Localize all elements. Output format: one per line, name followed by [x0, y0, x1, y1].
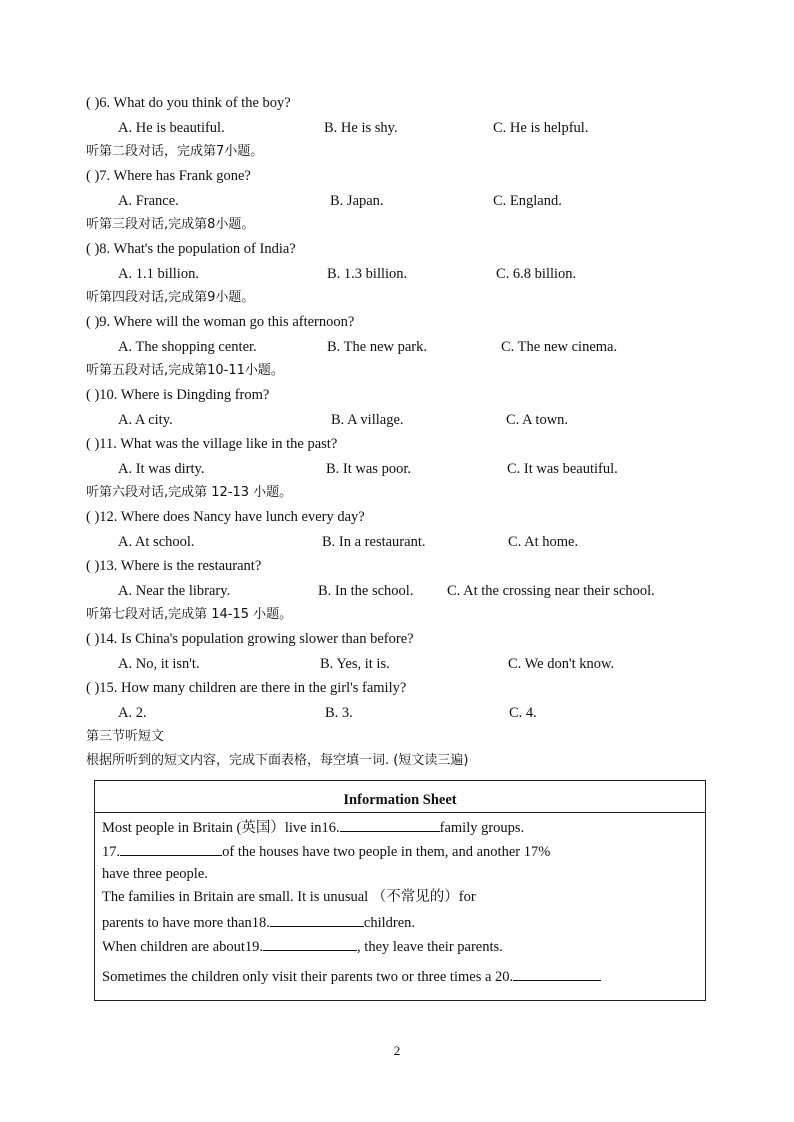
- blank-17[interactable]: [120, 841, 222, 856]
- info-line-1-text-a: Most people in Britain (英国）live in16.: [102, 820, 340, 836]
- q9-option-b: B. The new park.: [327, 339, 427, 355]
- info-line-6-text-a: When children are about19.: [102, 939, 264, 955]
- info-line-6-text-b: , they leave their parents.: [357, 939, 503, 955]
- info-line-2: [102, 841, 550, 861]
- info-line-1: [102, 817, 524, 837]
- q9-option-a: A. The shopping center.: [118, 339, 257, 355]
- information-sheet-table: [94, 780, 706, 1001]
- q15-option-c: C. 4.: [509, 705, 537, 721]
- q14-option-b: B. Yes, it is.: [320, 656, 390, 672]
- information-sheet-title: Information Sheet: [95, 781, 705, 813]
- info-line-5-text-a: parents to have more than18.: [102, 915, 270, 931]
- q14-option-a: A. No, it isn't.: [118, 656, 200, 672]
- q10-option-a: A. A city.: [118, 412, 173, 428]
- info-line-5-text-b: children.: [363, 915, 416, 931]
- page-number: 2: [393, 1043, 401, 1058]
- info-line-1-text-b: family groups.: [439, 820, 525, 836]
- q6-option-a: A. He is beautiful.: [118, 120, 225, 136]
- info-line-7-text-a: Sometimes the children only visit their parents two or three times a 20.: [102, 969, 514, 985]
- q13-option-c: C. At the crossing near their school.: [447, 583, 655, 599]
- q8-option-b: B. 1.3 billion.: [327, 266, 408, 282]
- question-13: ( )13. Where is the restaurant?: [86, 558, 262, 574]
- q7-option-b: B. Japan.: [330, 193, 384, 209]
- q13-option-a: A. Near the library.: [118, 583, 231, 599]
- q7-option-a: A. France.: [118, 193, 179, 209]
- q6-option-c: C. He is helpful.: [493, 120, 589, 136]
- blank-16[interactable]: [340, 817, 440, 832]
- q8-option-a: A. 1.1 billion.: [118, 266, 199, 282]
- q10-option-b: B. A village.: [331, 412, 404, 428]
- blank-18[interactable]: [270, 912, 364, 927]
- q10-option-c: C. A town.: [506, 412, 569, 428]
- q12-option-c: C. At home.: [508, 534, 579, 550]
- dialogue-7-instruction: 听第七段对话,完成第 14-15 小题。: [86, 607, 293, 622]
- dialogue-5-instruction: 听第五段对话,完成第10-11小题。: [86, 363, 284, 378]
- q11-option-b: B. It was poor.: [326, 461, 411, 477]
- info-line-7: [102, 966, 601, 986]
- dialogue-2-instruction: 听第二段对话，完成第7小题。: [86, 144, 264, 159]
- info-line-3: have three people.: [102, 866, 208, 882]
- info-line-2-text-b: of the houses have two people in them, and another 17%: [222, 844, 551, 860]
- info-line-4: The families in Britain are small. It is unusual （不常见的）for: [102, 889, 476, 905]
- q14-option-c: C. We don't know.: [508, 656, 615, 672]
- question-10: ( )10. Where is Dingding from?: [86, 387, 270, 403]
- dialogue-4-instruction: 听第四段对话,完成第9小题。: [86, 290, 255, 305]
- blank-19[interactable]: [263, 936, 357, 951]
- info-line-6: [102, 936, 503, 956]
- question-6: ( )6. What do you think of the boy?: [86, 95, 291, 111]
- info-line-2-text-a: 17.: [102, 844, 121, 860]
- info-line-5: [102, 912, 415, 932]
- section-3-instruction: 根据所听到的短文内容，完成下面表格，每空填一词. (短文读三遍): [86, 753, 469, 768]
- q6-option-b: B. He is shy.: [324, 120, 398, 136]
- section-3-title: 第三节听短文: [86, 729, 165, 744]
- q11-option-c: C. It was beautiful.: [507, 461, 618, 477]
- question-9: ( )9. Where will the woman go this afternoon?: [86, 314, 355, 330]
- question-15: ( )15. How many children are there in the girl's family?: [86, 680, 407, 696]
- question-8: ( )8. What's the population of India?: [86, 241, 296, 257]
- q11-option-a: A. It was dirty.: [118, 461, 205, 477]
- q12-option-b: B. In a restaurant.: [322, 534, 426, 550]
- question-11: ( )11. What was the village like in the past?: [86, 436, 338, 452]
- blank-20[interactable]: [513, 966, 601, 981]
- dialogue-6-instruction: 听第六段对话,完成第 12-13 小题。: [86, 485, 293, 500]
- question-7: ( )7. Where has Frank gone?: [86, 168, 251, 184]
- dialogue-3-instruction: 听第三段对话,完成第8小题。: [86, 217, 255, 232]
- q9-option-c: C. The new cinema.: [501, 339, 618, 355]
- question-14: ( )14. Is China's population growing slower than before?: [86, 631, 414, 647]
- q8-option-c: C. 6.8 billion.: [496, 266, 577, 282]
- q15-option-b: B. 3.: [325, 705, 353, 721]
- q13-option-b: B. In the school.: [318, 583, 414, 599]
- q7-option-c: C. England.: [493, 193, 562, 209]
- q12-option-a: A. At school.: [118, 534, 195, 550]
- q15-option-a: A. 2.: [118, 705, 147, 721]
- question-12: ( )12. Where does Nancy have lunch every day?: [86, 509, 365, 525]
